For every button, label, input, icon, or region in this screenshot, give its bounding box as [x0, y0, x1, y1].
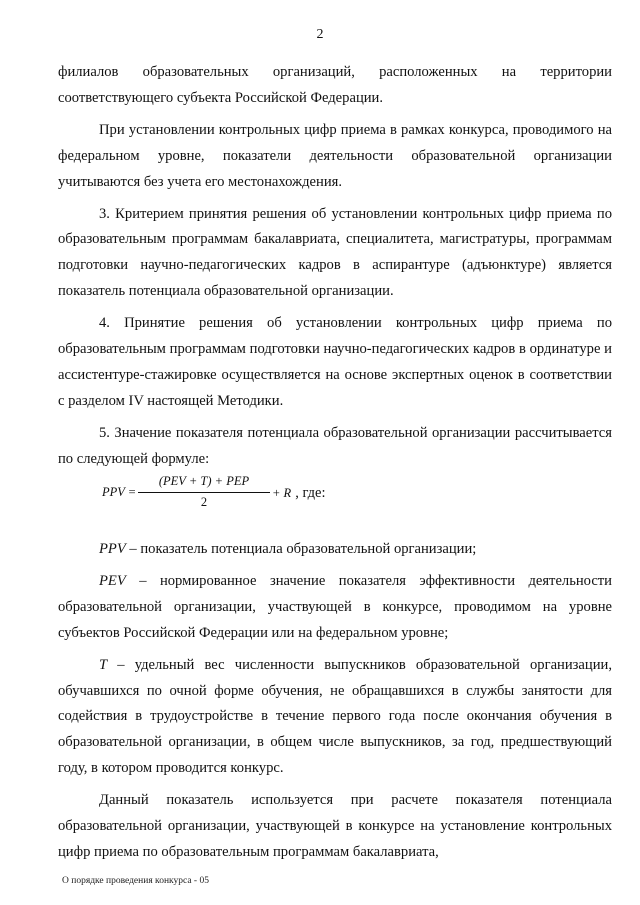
definition: [58, 569, 612, 647]
definition-term: PEV: [99, 572, 126, 589]
definition-term: T: [99, 656, 108, 673]
definition: [58, 653, 612, 783]
paragraph: Данный показатель используется при расчете показателя потенциала образовательной организации, участвующей в конкурсе на установление контрольных цифр приема по образовательным программам бакалавриата,: [58, 792, 612, 860]
formula-suffix: , где:: [295, 485, 326, 501]
definition-term: PPV: [99, 541, 126, 557]
formula-denominator: 2: [200, 495, 208, 509]
paragraph: 5. Значение показателя потенциала образовательной организации рассчитывается по следующей формуле:: [58, 424, 612, 467]
definition-text: – нормированное значение показателя эффективности деятельности образовательной организации, участвующей в конкурсе, проводимом на уровне субъектов Российской Федерации или на федеральном уровне;: [58, 572, 612, 641]
definition-text: – удельный вес численности выпускников образовательной организации, обучавшихся по очной форме обучения, не обращавшихся в службы занятости для содействия в трудоустройстве в течение первого года после окончания обучения в образовательной организации, в общем числе выпускников, за год, предшествующий году, в котором проводится конкурс.: [58, 656, 612, 777]
definition: [58, 537, 612, 563]
fraction-bar: [138, 492, 270, 493]
page-footer: О порядке проведения конкурса - 05: [62, 876, 209, 886]
formula-rhs: [272, 485, 326, 502]
formula-lhs: PPV =: [102, 485, 137, 499]
formula-rhs-term: + R: [272, 486, 292, 500]
paragraph: При установлении контрольных цифр приема в рамках конкурса, проводимого на федеральном уровне, показатели деятельности образовательной организации учитываются без учета его местонахождения.: [58, 121, 612, 190]
paragraph: 4. Принятие решения об установлении контрольных цифр приема по образовательным программам подготовки научно-педагогических кадров в ординатуре и ассистентуре-стажировке осуществляется на основе экспертных оценок в соответствии с разделом IV настоящей Методики.: [58, 315, 612, 409]
definition-text: – показатель потенциала образовательной организации;: [125, 541, 477, 557]
document-body-top: [58, 60, 612, 479]
paragraph: филиалов образовательных организаций, расположенных на территории соответствующего субъекта Российской Федерации.: [58, 64, 612, 106]
document-body-bottom: [58, 537, 612, 872]
formula-numerator: (PEV + T) + PEP: [158, 474, 250, 488]
page-number: 2: [316, 27, 324, 42]
paragraph: 3. Критерием принятия решения об установлении контрольных цифр приема по образовательным программам бакалавриата, специалитета, магистратуры, программам подготовки научно-педагогических кадров в аспирантуре (адъюнктуре) является показатель потенциала образовательной организации.: [58, 205, 612, 300]
